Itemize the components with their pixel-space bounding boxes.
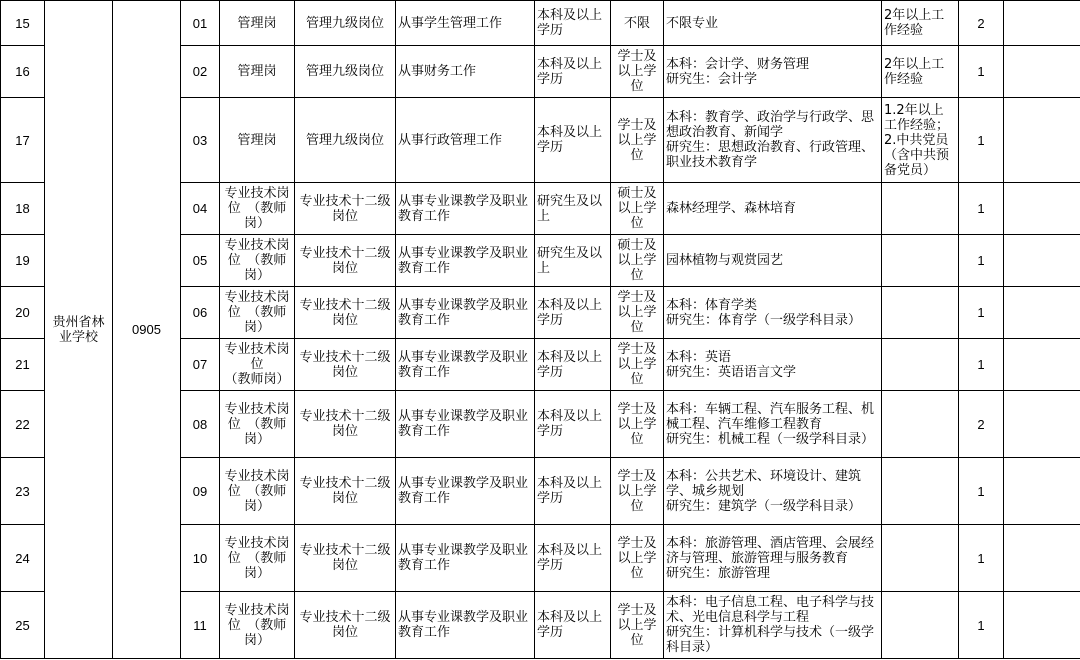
seq-cell: 23 bbox=[1, 458, 45, 525]
unit-name-cell: 贵州省林业学校 bbox=[45, 1, 113, 659]
post-code-cell: 03 bbox=[181, 98, 220, 183]
education-cell: 研究生及以上 bbox=[535, 183, 611, 235]
degree-cell: 硕士及以上学位 bbox=[611, 235, 664, 287]
post-code-cell: 04 bbox=[181, 183, 220, 235]
duty-cell: 从事专业课教学及职业教育工作 bbox=[396, 287, 535, 339]
duty-cell: 从事专业课教学及职业教育工作 bbox=[396, 458, 535, 525]
blank-cell bbox=[1004, 183, 1080, 235]
education-cell: 本科及以上学历 bbox=[535, 98, 611, 183]
other-cell bbox=[882, 592, 959, 659]
post-code-cell: 05 bbox=[181, 235, 220, 287]
education-cell: 本科及以上学历 bbox=[535, 525, 611, 592]
blank-cell bbox=[1004, 339, 1080, 391]
degree-cell: 学士及以上学位 bbox=[611, 98, 664, 183]
duty-cell: 从事行政管理工作 bbox=[396, 98, 535, 183]
degree-cell: 学士及以上学位 bbox=[611, 391, 664, 458]
major-cell: 本科：公共艺术、环境设计、建筑学、城乡规划 研究生：建筑学（一级学科目录） bbox=[664, 458, 882, 525]
degree-cell: 学士及以上学位 bbox=[611, 525, 664, 592]
major-cell: 本科：教育学、政治学与行政学、思想政治教育、新闻学 研究生：思想政治教育、行政管理、职业技术教育学 bbox=[664, 98, 882, 183]
count-cell: 1 bbox=[959, 98, 1004, 183]
post-code-cell: 02 bbox=[181, 46, 220, 98]
seq-cell: 25 bbox=[1, 592, 45, 659]
duty-cell: 从事专业课教学及职业教育工作 bbox=[396, 339, 535, 391]
degree-cell: 学士及以上学位 bbox=[611, 592, 664, 659]
other-cell bbox=[882, 235, 959, 287]
blank-cell bbox=[1004, 46, 1080, 98]
post-level-cell: 管理九级岗位 bbox=[295, 46, 396, 98]
post-type-cell: 专业技术岗位 （教师岗） bbox=[220, 235, 295, 287]
duty-cell: 从事学生管理工作 bbox=[396, 1, 535, 46]
education-cell: 本科及以上学历 bbox=[535, 339, 611, 391]
post-code-cell: 11 bbox=[181, 592, 220, 659]
seq-cell: 20 bbox=[1, 287, 45, 339]
post-level-cell: 专业技术十二级岗位 bbox=[295, 183, 396, 235]
blank-cell bbox=[1004, 458, 1080, 525]
post-level-cell: 管理九级岗位 bbox=[295, 1, 396, 46]
post-type-cell: 专业技术岗位 （教师岗） bbox=[220, 525, 295, 592]
other-cell: 2年以上工作经验 bbox=[882, 1, 959, 46]
other-cell bbox=[882, 339, 959, 391]
education-cell: 本科及以上学历 bbox=[535, 391, 611, 458]
major-cell: 不限专业 bbox=[664, 1, 882, 46]
blank-cell bbox=[1004, 525, 1080, 592]
blank-cell bbox=[1004, 592, 1080, 659]
duty-cell: 从事专业课教学及职业教育工作 bbox=[396, 592, 535, 659]
post-type-cell: 专业技术岗位 （教师岗） bbox=[220, 183, 295, 235]
other-cell: 2年以上工作经验 bbox=[882, 46, 959, 98]
blank-cell bbox=[1004, 287, 1080, 339]
education-cell: 研究生及以上 bbox=[535, 235, 611, 287]
post-level-cell: 专业技术十二级岗位 bbox=[295, 592, 396, 659]
other-cell bbox=[882, 287, 959, 339]
education-cell: 本科及以上学历 bbox=[535, 46, 611, 98]
other-cell bbox=[882, 183, 959, 235]
duty-cell: 从事专业课教学及职业教育工作 bbox=[396, 183, 535, 235]
blank-cell bbox=[1004, 1, 1080, 46]
post-type-cell: 管理岗 bbox=[220, 1, 295, 46]
count-cell: 1 bbox=[959, 235, 1004, 287]
unit-code-cell: 0905 bbox=[113, 1, 181, 659]
post-code-cell: 10 bbox=[181, 525, 220, 592]
education-cell: 本科及以上学历 bbox=[535, 1, 611, 46]
degree-cell: 学士及以上学位 bbox=[611, 458, 664, 525]
table-row bbox=[1, 1, 1080, 46]
degree-cell: 学士及以上学位 bbox=[611, 287, 664, 339]
post-type-cell: 专业技术岗位 （教师岗） bbox=[220, 287, 295, 339]
major-cell: 本科：体育学类 研究生：体育学（一级学科目录） bbox=[664, 287, 882, 339]
count-cell: 1 bbox=[959, 183, 1004, 235]
education-cell: 本科及以上学历 bbox=[535, 592, 611, 659]
other-cell: 1.2年以上工作经验； 2.中共党员（含中共预备党员） bbox=[882, 98, 959, 183]
post-type-cell: 专业技术岗位 （教师岗） bbox=[220, 339, 295, 391]
seq-cell: 24 bbox=[1, 525, 45, 592]
degree-cell: 学士及以上学位 bbox=[611, 339, 664, 391]
major-cell: 本科：电子信息工程、电子科学与技术、光电信息科学与工程 研究生：计算机科学与技术（一级学科目录） bbox=[664, 592, 882, 659]
major-cell: 森林经理学、森林培育 bbox=[664, 183, 882, 235]
major-cell: 本科：英语 研究生：英语语言文学 bbox=[664, 339, 882, 391]
blank-cell bbox=[1004, 98, 1080, 183]
post-code-cell: 07 bbox=[181, 339, 220, 391]
post-level-cell: 专业技术十二级岗位 bbox=[295, 287, 396, 339]
seq-cell: 15 bbox=[1, 1, 45, 46]
major-cell: 本科：旅游管理、酒店管理、会展经济与管理、旅游管理与服务教育 研究生：旅游管理 bbox=[664, 525, 882, 592]
post-level-cell: 专业技术十二级岗位 bbox=[295, 235, 396, 287]
seq-cell: 17 bbox=[1, 98, 45, 183]
post-code-cell: 08 bbox=[181, 391, 220, 458]
count-cell: 1 bbox=[959, 592, 1004, 659]
post-type-cell: 专业技术岗位 （教师岗） bbox=[220, 391, 295, 458]
count-cell: 1 bbox=[959, 46, 1004, 98]
other-cell bbox=[882, 391, 959, 458]
post-type-cell: 管理岗 bbox=[220, 46, 295, 98]
seq-cell: 16 bbox=[1, 46, 45, 98]
seq-cell: 21 bbox=[1, 339, 45, 391]
education-cell: 本科及以上学历 bbox=[535, 458, 611, 525]
other-cell bbox=[882, 525, 959, 592]
degree-cell: 硕士及以上学位 bbox=[611, 183, 664, 235]
count-cell: 2 bbox=[959, 391, 1004, 458]
post-level-cell: 专业技术十二级岗位 bbox=[295, 525, 396, 592]
blank-cell bbox=[1004, 235, 1080, 287]
major-cell: 园林植物与观赏园艺 bbox=[664, 235, 882, 287]
blank-cell bbox=[1004, 391, 1080, 458]
duty-cell: 从事专业课教学及职业教育工作 bbox=[396, 235, 535, 287]
post-type-cell: 专业技术岗位 （教师岗） bbox=[220, 592, 295, 659]
post-code-cell: 01 bbox=[181, 1, 220, 46]
seq-cell: 18 bbox=[1, 183, 45, 235]
post-level-cell: 专业技术十二级岗位 bbox=[295, 458, 396, 525]
post-level-cell: 管理九级岗位 bbox=[295, 98, 396, 183]
degree-cell: 不限 bbox=[611, 1, 664, 46]
count-cell: 2 bbox=[959, 1, 1004, 46]
count-cell: 1 bbox=[959, 339, 1004, 391]
count-cell: 1 bbox=[959, 525, 1004, 592]
other-cell bbox=[882, 458, 959, 525]
post-code-cell: 09 bbox=[181, 458, 220, 525]
major-cell: 本科：会计学、财务管理 研究生：会计学 bbox=[664, 46, 882, 98]
count-cell: 1 bbox=[959, 458, 1004, 525]
seq-cell: 19 bbox=[1, 235, 45, 287]
degree-cell: 学士及以上学位 bbox=[611, 46, 664, 98]
major-cell: 本科：车辆工程、汽车服务工程、机械工程、汽车维修工程教育 研究生：机械工程（一级学科目录） bbox=[664, 391, 882, 458]
post-level-cell: 专业技术十二级岗位 bbox=[295, 391, 396, 458]
education-cell: 本科及以上学历 bbox=[535, 287, 611, 339]
duty-cell: 从事专业课教学及职业教育工作 bbox=[396, 525, 535, 592]
post-code-cell: 06 bbox=[181, 287, 220, 339]
count-cell: 1 bbox=[959, 287, 1004, 339]
post-type-cell: 专业技术岗位 （教师岗） bbox=[220, 458, 295, 525]
duty-cell: 从事专业课教学及职业教育工作 bbox=[396, 391, 535, 458]
post-level-cell: 专业技术十二级岗位 bbox=[295, 339, 396, 391]
post-type-cell: 管理岗 bbox=[220, 98, 295, 183]
duty-cell: 从事财务工作 bbox=[396, 46, 535, 98]
seq-cell: 22 bbox=[1, 391, 45, 458]
